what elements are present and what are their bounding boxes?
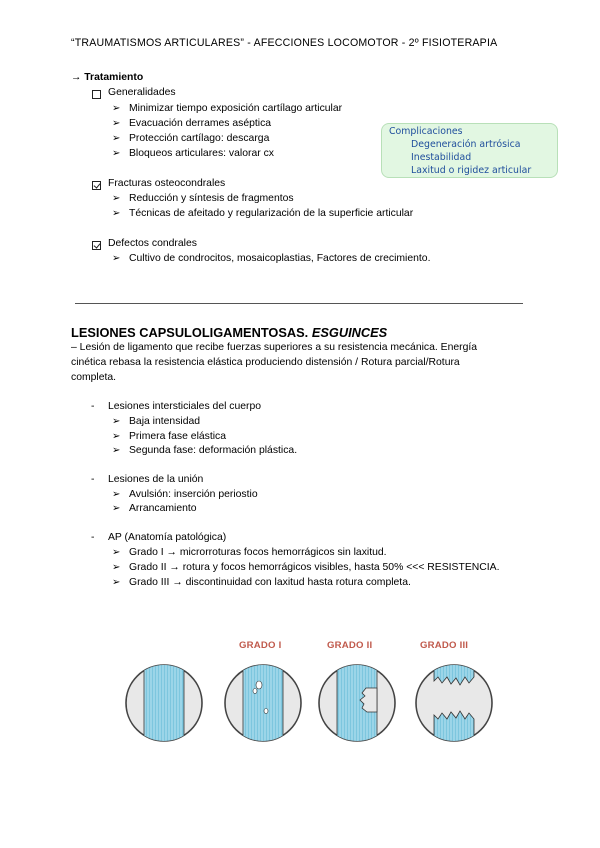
ligament-grades-figure <box>120 655 510 765</box>
grade-1-ligament-diagram <box>225 655 301 755</box>
arrow-bullet-icon: ➢ <box>112 416 121 427</box>
grade-label: GRADO II <box>327 640 373 651</box>
list-item: Arrancamiento <box>129 503 197 514</box>
list-item: Bloqueos articulares: valorar cx <box>129 148 274 159</box>
grade-label: GRADO I <box>239 640 282 651</box>
arrow-bullet-icon: ➢ <box>112 503 121 514</box>
list-item: Protección cartílago: descarga <box>129 133 270 144</box>
list-item: Reducción y síntesis de fragmentos <box>129 193 294 204</box>
group-label-defectos: Defectos condrales <box>108 238 197 249</box>
list-label: Lesiones de la unión <box>108 474 204 485</box>
paragraph-line: – Lesión de ligamento que recibe fuerzas superiores a su resistencia mecánica. Energía <box>71 342 478 353</box>
checkbox-fracturas[interactable] <box>92 181 101 190</box>
complications-note <box>381 123 558 178</box>
complication-item: Laxitud o rigidez articular <box>411 165 532 176</box>
complication-item: Degeneración artrósica <box>411 139 521 150</box>
horizontal-divider <box>75 303 523 304</box>
section-title-italic: ESGUINCES <box>311 325 388 340</box>
arrow-bullet-icon: ➢ <box>112 208 121 219</box>
group-label-fracturas: Fracturas osteocondrales <box>108 178 226 189</box>
dash-bullet: - <box>91 532 95 543</box>
list-item: Cultivo de condrocitos, mosaicoplastias, Factores de crecimiento. <box>129 253 431 264</box>
arrow-bullet-icon: ➢ <box>112 103 121 114</box>
list-item: Grado I → microrroturas focos hemorrágicos sin laxitud. <box>129 547 387 558</box>
arrow-bullet-icon: ➢ <box>112 193 121 204</box>
arrow-bullet-icon: ➢ <box>112 133 121 144</box>
paragraph-line: cinética rebasa la resistencia elástica produciendo distensión / Rotura parcial/Rotura <box>71 357 460 368</box>
grade-3-ligament-diagram <box>416 655 492 755</box>
list-item: Primera fase elástica <box>129 431 227 442</box>
list-label: AP (Anatomía patológica) <box>108 532 227 543</box>
list-item: Segunda fase: deformación plástica. <box>129 445 298 456</box>
arrow-bullet-icon: ➢ <box>112 431 121 442</box>
list-item: Grado III → discontinuidad con laxitud hasta rotura completa. <box>129 577 411 588</box>
list-item: Baja intensidad <box>129 416 201 427</box>
arrow-bullet-icon: ➢ <box>112 562 121 573</box>
page-header: “TRAUMATISMOS ARTICULARES” - AFECCIONES LOCOMOTOR - 2º FISIOTERAPIA <box>71 37 498 49</box>
dash-bullet: - <box>91 474 95 485</box>
arrow-bullet-icon: ➢ <box>112 445 121 456</box>
list-item: Evacuación derrames aséptica <box>129 118 272 129</box>
paragraph-line: completa. <box>71 372 117 383</box>
list-item: Avulsión: inserción periostio <box>129 489 258 500</box>
section-title-main: LESIONES CAPSULOLIGAMENTOSAS. <box>71 325 309 340</box>
grade-2-ligament-diagram <box>319 655 395 755</box>
list-label: Lesiones intersticiales del cuerpo <box>108 401 262 412</box>
grade-label: GRADO III <box>420 640 469 651</box>
dash-bullet: - <box>91 401 95 412</box>
arrow-bullet-icon: ➢ <box>112 118 121 129</box>
checkbox-generalidades[interactable] <box>92 90 101 99</box>
list-item: Técnicas de afeitado y regularización de la superficie articular <box>129 208 414 219</box>
checkbox-defectos[interactable] <box>92 241 101 250</box>
treatment-title: → Tratamiento <box>71 72 144 83</box>
complication-item: Inestabilidad <box>411 152 472 163</box>
list-item: Grado II → rotura y focos hemorrágicos visibles, hasta 50% <<< RESISTENCIA. <box>129 562 500 573</box>
arrow-bullet-icon: ➢ <box>112 148 121 159</box>
arrow-bullet-icon: ➢ <box>112 489 121 500</box>
section-title <box>71 325 387 340</box>
arrow-bullet-icon: ➢ <box>112 253 121 264</box>
list-item: Minimizar tiempo exposición cartílago articular <box>129 103 343 114</box>
complications-title: Complicaciones <box>389 126 463 137</box>
group-label-generalidades: Generalidades <box>108 87 176 98</box>
arrow-bullet-icon: ➢ <box>112 547 121 558</box>
arrow-bullet-icon: ➢ <box>112 577 121 588</box>
normal-ligament-diagram <box>126 655 202 755</box>
